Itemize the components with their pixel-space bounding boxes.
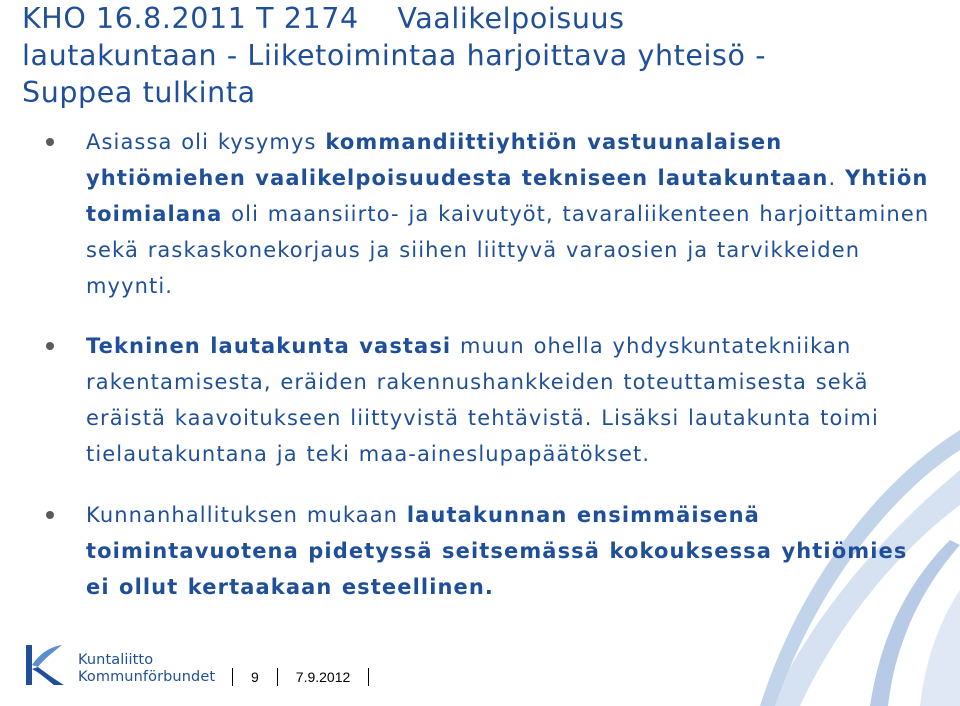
page-number: 9 bbox=[251, 669, 259, 685]
bullet-1-bold-b: Yhtiön toimialana bbox=[86, 166, 929, 226]
bullet-3-bold: lautakunnan ensimmäisenä toimintavuotena pidetyssä seitsemässä kokouksessa yhtiömies ei ollut kertaakaan esteellinen. bbox=[86, 503, 908, 599]
footer-bar bbox=[232, 666, 387, 688]
bullet-paragraph-1 bbox=[86, 124, 936, 304]
bullet-dot-3 bbox=[46, 511, 54, 519]
kuntaliitto-logo bbox=[22, 641, 216, 691]
bullet-paragraph-3 bbox=[86, 497, 936, 605]
bullet-2-bold: Tekninen lautakunta vastasi bbox=[86, 334, 452, 358]
title-line-2: lautakuntaan - Liiketoimintaa harjoittava yhteisö - bbox=[22, 39, 767, 72]
slide-title bbox=[22, 0, 942, 111]
bullet-paragraph-2 bbox=[86, 328, 936, 472]
footer-separator bbox=[277, 668, 278, 686]
bullet-1-text-a: Asiassa oli kysymys bbox=[86, 130, 326, 154]
bullet-1-text-b: . bbox=[828, 166, 846, 190]
bullet-dot-1 bbox=[46, 138, 54, 146]
bullet-1-text-c: oli maansiirto- ja kaivutyöt, tavaraliikenteen harjoittaminen sekä raskaskonekorjaus ja siihen liittyvä varaosien ja tarvikkeiden myynti. bbox=[86, 202, 930, 298]
bullet-3-text: Kunnanhallituksen mukaan bbox=[86, 503, 407, 527]
bullet-dot-2 bbox=[46, 342, 54, 350]
footer-date: 7.9.2012 bbox=[295, 669, 351, 685]
logo-text-fi: Kuntaliitto bbox=[78, 652, 154, 668]
footer-separator bbox=[232, 668, 233, 686]
kuntaliitto-emblem-icon bbox=[22, 643, 66, 687]
title-line-3: Suppea tulkinta bbox=[22, 76, 256, 109]
footer-separator bbox=[368, 668, 369, 686]
bullet-2-text: muun ohella yhdyskuntatekniikan rakentamisesta, eräiden rakennushankkeiden toteuttamisesta sekä eräistä kaavoitukseen liittyvistä tehtävistä. Lisäksi lautakunta toimi tielautakuntana ja teki maa-aineslupapäätökset. bbox=[86, 334, 879, 466]
title-line-1: KHO 16.8.2011 T 2174 Vaalikelpoisuus bbox=[22, 2, 625, 35]
logo-text-sv: Kommunförbundet bbox=[78, 669, 216, 685]
bullet-1-bold-a: kommandiittiyhtiön vastuunalaisen yhtiömiehen vaalikelpoisuudesta tekniseen lautakuntaan bbox=[86, 130, 829, 190]
